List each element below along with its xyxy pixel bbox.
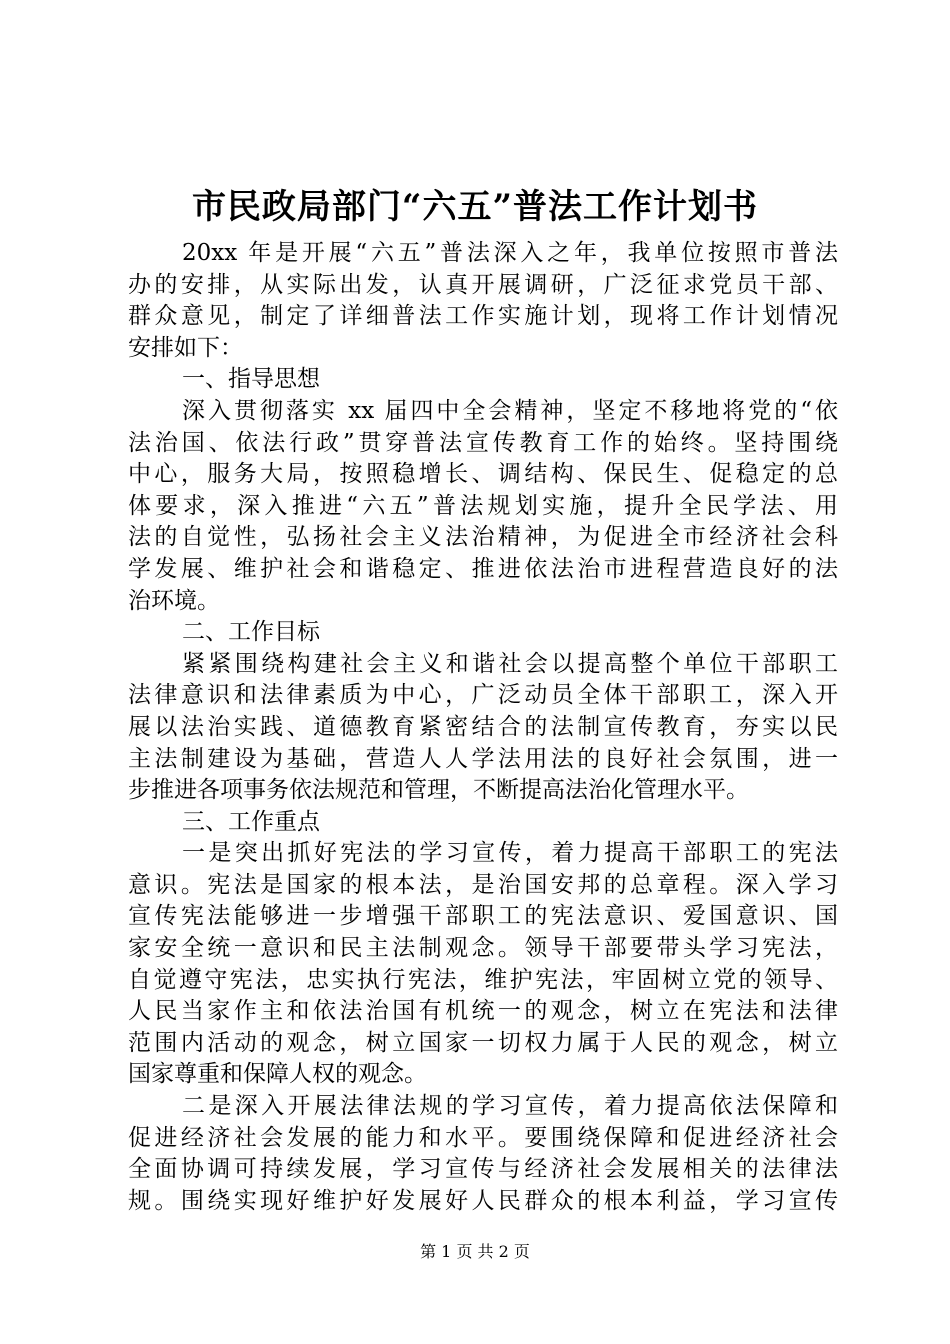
body-line: 中心，服务大局，按照稳增长、调结构、保民生、促稳定的总 (128, 461, 838, 488)
body-line: 促进经济社会发展的能力和水平。要围绕保障和促进经济社会 (128, 1124, 838, 1151)
body-line: 全面协调可持续发展，学习宣传与经济社会发展相关的法律法 (128, 1156, 838, 1183)
body-line: 法律意识和法律素质为中心，广泛动员全体干部职工，深入开 (128, 682, 838, 709)
body-line: 意识。宪法是国家的根本法，是治国安邦的总章程。深入学习 (128, 871, 838, 898)
body-line: 宣传宪法能够进一步增强干部职工的宪法意识、爱国意识、国 (128, 903, 838, 930)
body-line: 办的安排，从实际出发，认真开展调研，广泛征求党员干部、 (128, 271, 838, 298)
body-line: 安排如下： (128, 334, 243, 361)
body-line: 步推进各项事务依法规范和管理，不断提高法治化管理水平。 (128, 777, 749, 804)
body-line: 20xx 年是开展“六五”普法深入之年，我单位按照市普法 (182, 240, 838, 266)
body-line: 国家尊重和保障人权的观念。 (128, 1061, 427, 1088)
body-line: 自觉遵守宪法，忠实执行宪法，维护宪法，牢固树立党的领导、 (128, 966, 838, 993)
body-line: 法的自觉性，弘扬社会主义法治精神，为促进全市经济社会科 (128, 524, 838, 551)
section-heading: 二、工作目标 (182, 619, 320, 646)
body-line: 深入贯彻落实 xx 届四中全会精神，坚定不移地将党的“依 (182, 397, 838, 424)
body-line: 治环境。 (128, 587, 220, 614)
body-line: 学发展、维护社会和谐稳定、推进依法治市进程营造良好的法 (128, 555, 838, 582)
document-body (128, 238, 838, 1217)
section-heading: 三、工作重点 (182, 808, 320, 835)
body-line: 人民当家作主和依法治国有机统一的观念，树立在宪法和法律 (128, 998, 838, 1025)
body-line: 法治国、依法行政”贯穿普法宣传教育工作的始终。坚持围绕 (128, 429, 838, 456)
body-line: 群众意见，制定了详细普法工作实施计划，现将工作计划情况 (128, 303, 838, 330)
body-line: 家安全统一意识和民主法制观念。领导干部要带头学习宪法， (128, 935, 838, 962)
section-heading: 一、指导思想 (182, 366, 320, 393)
body-line: 展以法治实践、道德教育紧密结合的法制宣传教育，夯实以民 (128, 713, 838, 740)
body-line: 范围内活动的观念，树立国家一切权力属于人民的观念，树立 (128, 1029, 838, 1056)
body-line: 紧紧围绕构建社会主义和谐社会以提高整个单位干部职工 (182, 650, 838, 677)
document-title: 市民政局部门“六五”普法工作计划书 (191, 187, 759, 227)
body-line: 主法制建设为基础，营造人人学法用法的良好社会氛围，进一 (128, 745, 838, 772)
body-line: 二是深入开展法律法规的学习宣传，着力提高依法保障和 (182, 1093, 838, 1120)
page-number-footer: 第 1 页 共 2 页 (420, 1242, 530, 1261)
body-line: 一是突出抓好宪法的学习宣传，着力提高干部职工的宪法 (182, 840, 838, 867)
body-line: 规。围绕实现好维护好发展好人民群众的根本利益，学习宣传 (128, 1187, 838, 1214)
body-line: 体要求，深入推进“六五”普法规划实施，提升全民学法、用 (128, 492, 838, 519)
